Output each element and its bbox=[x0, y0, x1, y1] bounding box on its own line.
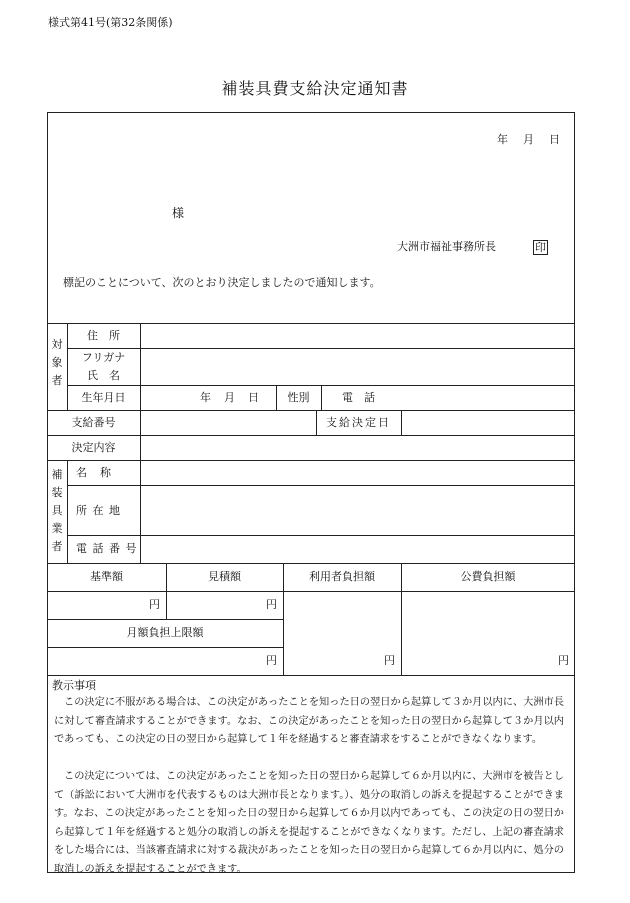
amount-header-estimate: 見積額 bbox=[208, 570, 241, 583]
furigana-label: フリガナ bbox=[81, 351, 126, 364]
gender-label: 性別 bbox=[287, 391, 310, 404]
vendor-phone-field[interactable] bbox=[143, 538, 573, 561]
amount-header-base: 基準額 bbox=[90, 570, 123, 583]
divider bbox=[401, 410, 402, 435]
addressee-suffix: 様 bbox=[172, 206, 185, 220]
subject-group-label: 対 象 者 bbox=[51, 338, 63, 387]
estimate-amount-unit: 円 bbox=[266, 598, 277, 611]
decision-date-field[interactable] bbox=[404, 413, 572, 433]
vendor-location-field[interactable] bbox=[143, 488, 573, 533]
divider bbox=[67, 348, 575, 349]
decision-date-label: 支給決定日 bbox=[326, 416, 391, 429]
divider bbox=[67, 460, 68, 563]
divider bbox=[47, 323, 575, 324]
public-burden-unit: 円 bbox=[558, 654, 569, 667]
amount-header-user-burden: 利用者負担額 bbox=[309, 570, 375, 583]
decision-content-label: 決定内容 bbox=[71, 441, 116, 454]
user-burden-unit: 円 bbox=[384, 654, 395, 667]
name-label: 氏 名 bbox=[87, 369, 120, 382]
decision-content-field[interactable] bbox=[143, 438, 573, 458]
divider bbox=[47, 647, 283, 648]
divider bbox=[47, 563, 575, 564]
divider bbox=[67, 485, 575, 486]
vendor-group-label: 補 装 具 業 者 bbox=[51, 468, 63, 553]
divider bbox=[47, 410, 575, 411]
issuer-name: 大洲市福祉事務所長 bbox=[397, 240, 496, 253]
monthly-cap-label: 月額負担上限額 bbox=[126, 626, 204, 639]
divider bbox=[47, 591, 575, 592]
address-label: 住 所 bbox=[87, 329, 120, 342]
payment-number-field[interactable] bbox=[143, 413, 313, 433]
phone-field[interactable] bbox=[404, 388, 572, 408]
page-title: 補装具費支給決定通知書 bbox=[221, 79, 409, 98]
phone-label: 電 話 bbox=[342, 391, 375, 404]
divider bbox=[321, 385, 322, 410]
divider bbox=[47, 435, 575, 436]
issue-date: 年 月 日 bbox=[497, 133, 562, 146]
birthdate-value: 年 月 日 bbox=[200, 391, 260, 404]
divider bbox=[47, 619, 283, 620]
divider bbox=[67, 535, 575, 536]
instructions-paragraph-1: この決定に不服がある場合は、この決定があったことを知った日の翌日から起算して３か月以内に、大洲市長に対して審査請求することができます。なお、この決定があったことを知った日の翌日から起算して３か月以内であっても、この決定の日の翌日から起算して１年を経過すると審査請求をすることができなくなります。 bbox=[54, 697, 564, 745]
vendor-location-label: 所 在 地 bbox=[76, 504, 121, 517]
vendor-name-field[interactable] bbox=[143, 463, 573, 483]
name-field[interactable] bbox=[143, 351, 573, 383]
amount-header-public-burden: 公費負担額 bbox=[460, 570, 516, 583]
vendor-name-label: 名 称 bbox=[76, 466, 112, 479]
intro-text: 標記のことについて、次のとおり決定しましたので通知します。 bbox=[63, 276, 381, 289]
seal-mark: 印 bbox=[535, 241, 546, 254]
form-number: 様式第41号(第32条関係) bbox=[48, 16, 173, 29]
monthly-cap-unit: 円 bbox=[266, 654, 277, 667]
divider bbox=[47, 675, 575, 676]
instructions-paragraph-2: この決定については、この決定があったことを知った日の翌日から起算して６か月以内に、大洲市を被告として（訴訟において大洲市を代表するものは大洲市長となります。）、処分の取消しの訴えを提起することができます。なお、この決定があったことを知った日の翌日から起算して６か月以内であっても、この決定の日の翌日から起算して１年を経過すると処分の取消しの訴えを提起することができなくなります。ただし、上記の審査請求をした場合には、当該審査請求に対する裁決があったことを知った日の翌日から起算して６か月以内に、処分の取消しの訴えを提起することができます。 bbox=[54, 771, 564, 875]
payment-number-label: 支給番号 bbox=[71, 416, 116, 429]
vendor-phone-label: 電 話 番 号 bbox=[76, 542, 138, 555]
divider bbox=[47, 460, 575, 461]
divider bbox=[140, 323, 141, 563]
instructions-heading: 教示事項 bbox=[52, 679, 96, 692]
address-field[interactable] bbox=[143, 326, 573, 346]
base-amount-unit: 円 bbox=[149, 598, 160, 611]
birthdate-label: 生年月日 bbox=[81, 391, 126, 404]
